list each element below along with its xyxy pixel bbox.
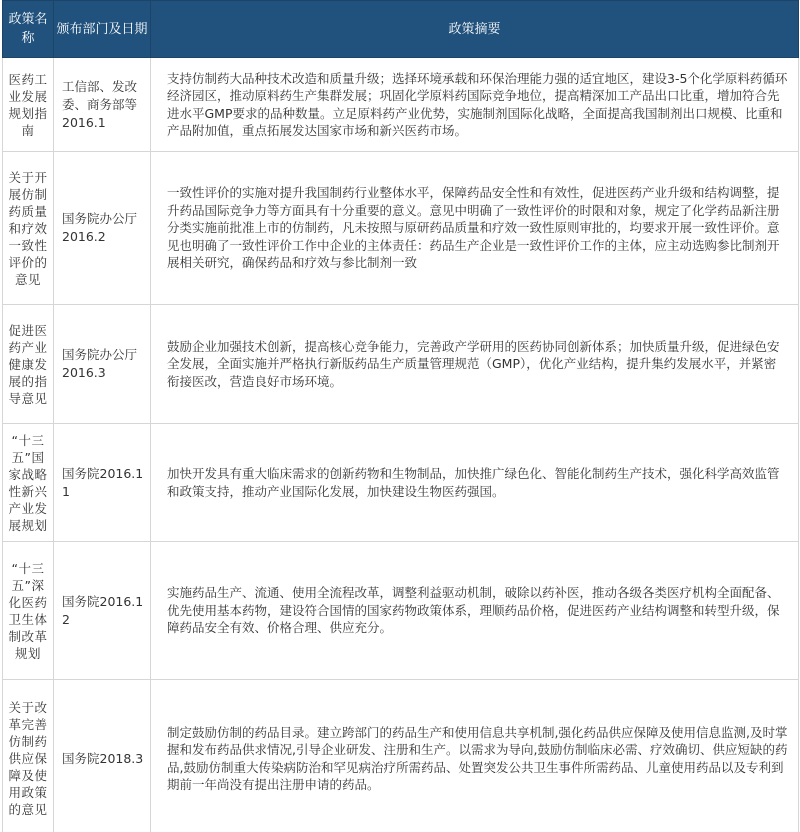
issuer-date-cell: 国务院办公厅2016.3 — [54, 305, 151, 424]
policy-summary-cell: 一致性评价的实施对提升我国制药行业整体水平，保障药品安全性和有效性，促进医药产业升级和结构调整，提升药品国际竞争力等方面具有十分重要的意义。意见中明确了一致性评价的时限和对象，规定了化学药品新注册分类实施前批准上市的仿制药，凡未按照与原研药品质量和疗效一致性原则审批的，均要求开展一致性评价。意见也明确了一致性评价工作中企业的主体责任：药品生产企业是一致性评价工作的主体，应主动选购参比制剂开展相关研究，确保药品和疗效与参比制剂一致 — [151, 152, 799, 305]
header-row — [3, 1, 799, 58]
table-header — [3, 1, 799, 58]
table-row — [3, 305, 799, 424]
issuer-date-cell: 国务院2016.12 — [54, 542, 151, 680]
policy-name-cell: 关于改革完善仿制药供应保障及使用政策的意见 — [3, 680, 54, 832]
issuer-date-cell: 工信部、发改委、商务部等2016.1 — [54, 58, 151, 152]
table-row — [3, 542, 799, 680]
table-row — [3, 424, 799, 542]
policy-name-cell: 医药工业发展规划指南 — [3, 58, 54, 152]
policy-summary-cell: 支持仿制药大品种技术改造和质量升级；选择环境承载和环保治理能力强的适宜地区，建设3-5个化学原料药循环经济园区，推动原料药生产集群发展；巩固化学原料药国际竞争地位，提高精深加工产品出口比重，增加符合先进水平GMP要求的品种数量。立足原料药产业优势，实施制剂国际化战略，全面提高我国制剂出口规模、比重和产品附加值，重点拓展发达国家市场和新兴医药市场。 — [151, 58, 799, 152]
policy-name-cell: “十三五”国家战略性新兴产业发展规划 — [3, 424, 54, 542]
table-body — [3, 58, 799, 832]
policy-summary-cell: 制定鼓励仿制的药品目录。建立跨部门的药品生产和使用信息共享机制,强化药品供应保障及使用信息监测,及时掌握和发布药品供求情况,引导企业研发、注册和生产。以需求为导向,鼓励仿制临床必需、疗效确切、供应短缺的药品,鼓励仿制重大传染病防治和罕见病治疗所需药品、处置突发公共卫生事件所需药品、儿童使用药品以及专利到期前一年尚没有提出注册申请的药品。 — [151, 680, 799, 832]
policy-name-cell: 关于开展仿制药质量和疗效一致性评价的意见 — [3, 152, 54, 305]
issuer-date-cell: 国务院2016.11 — [54, 424, 151, 542]
table-row — [3, 152, 799, 305]
table-row — [3, 58, 799, 152]
table-row — [3, 680, 799, 832]
policy-summary-cell: 实施药品生产、流通、使用全流程改革，调整利益驱动机制，破除以药补医，推动各级各类医疗机构全面配备、优先使用基本药物，建设符合国情的国家药物政策体系，理顺药品价格，促进医药产业结构调整和转型升级，保障药品安全有效、价格合理、供应充分。 — [151, 542, 799, 680]
policy-summary-cell: 加快开发具有重大临床需求的创新药物和生物制品，加快推广绿色化、智能化制药生产技术，强化科学高效监管和政策支持，推动产业国际化发展，加快建设生物医药强国。 — [151, 424, 799, 542]
issuer-date-cell: 国务院办公厅2016.2 — [54, 152, 151, 305]
header-policy-name: 政策名称 — [3, 1, 54, 58]
policy-table — [2, 0, 799, 832]
policy-name-cell: “十三五”深化医药卫生体制改革规划 — [3, 542, 54, 680]
header-issuer-date: 颁布部门及日期 — [54, 1, 151, 58]
policy-summary-cell: 鼓励企业加强技术创新，提高核心竞争能力，完善政产学研用的医药协同创新体系；加快质量升级，促进绿色安全发展，全面实施并严格执行新版药品生产质量管理规范（GMP），优化产业结构，提升集约发展水平，并紧密衔接医改，营造良好市场环境。 — [151, 305, 799, 424]
header-policy-summary: 政策摘要 — [151, 1, 799, 58]
policy-name-cell: 促进医药产业健康发展的指导意见 — [3, 305, 54, 424]
issuer-date-cell: 国务院2018.3 — [54, 680, 151, 832]
